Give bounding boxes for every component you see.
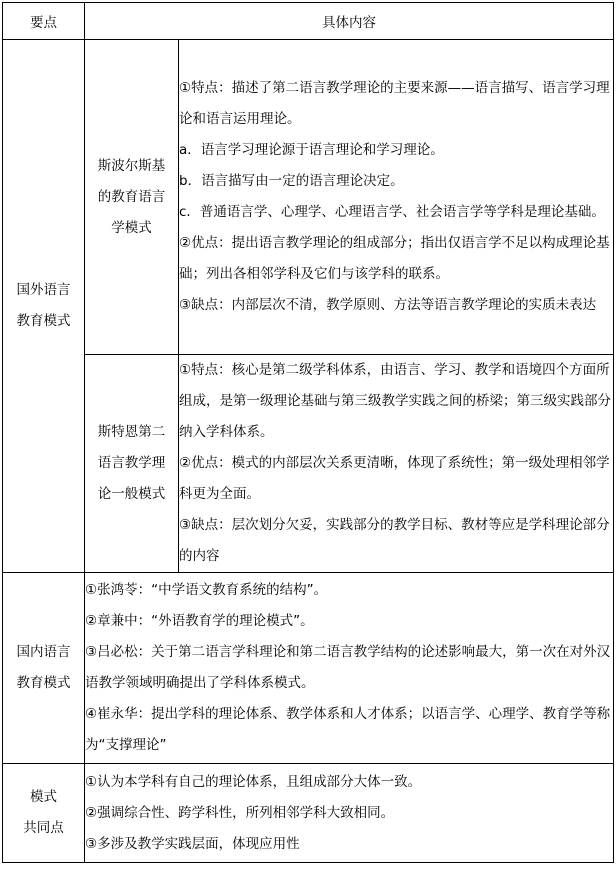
content-line: ④崔永华：提出学科的理论体系、教学体系和人才体系；以语言学、心理学、教育学等称为“支撑理论” xyxy=(85,706,611,753)
header-content: 具体内容 xyxy=(85,3,614,40)
header-key-point: 要点 xyxy=(3,3,85,40)
table-header-row xyxy=(3,3,614,40)
content-line: ②优点：模式的内部层次关系更清晰，体现了系统性；第一级处理相邻学科更为全面。 xyxy=(179,455,610,502)
content-line: ①认为本学科有自己的理论体系，且组成部分大体一致。 xyxy=(85,773,422,790)
content-line: ②章兼中：“外语教育学的理论模式”。 xyxy=(85,613,314,629)
table-row xyxy=(3,764,614,863)
domestic-model-content xyxy=(85,573,614,764)
content-line: ①张鸿苓：“中学语文教育系统的结构”。 xyxy=(85,582,328,598)
summary-table xyxy=(2,2,614,863)
content-line: b．语言描写由一定的语言理论决定。 xyxy=(179,173,404,189)
content-line: ①特点：描述了第二语言教学理论的主要来源——语言描写、语言学习理论和语言运用理论。 xyxy=(179,80,610,127)
content-line: a．语言学习理论源于语言理论和学习理论。 xyxy=(179,142,444,158)
stern-model-label: 斯特恩第二 语言教学理 论一般模式 xyxy=(85,355,179,573)
content-line: ③缺点：层次划分欠妥，实践部分的教学目标、教材等应是学科理论部分的内容 xyxy=(179,517,610,564)
common-points-content xyxy=(85,764,614,863)
common-points-label: 模式 共同点 xyxy=(3,764,85,863)
stern-model-content xyxy=(179,355,614,573)
content-line: ③吕必松：关于第二语言学科理论和第二语言教学结构的论述影响最大，第一次在对外汉语教学领域明确提出了学科体系模式。 xyxy=(85,644,611,691)
content-line: c．普通语言学、心理学、心理语言学、社会语言学等学科是理论基础。 xyxy=(179,204,605,220)
content-line: ②强调综合性、跨学科性，所列相邻学科大致相同。 xyxy=(85,804,395,821)
spolsky-model-content xyxy=(179,40,614,355)
content-line: ②优点：提出语言教学理论的组成部分；指出仅语言学不足以构成理论基础；列出各相邻学科及它们与该学科的联系。 xyxy=(179,235,610,282)
content-line: ③多涉及教学实践层面，体现应用性 xyxy=(85,835,300,852)
table-row xyxy=(3,40,614,355)
foreign-model-label: 国外语言 教育模式 xyxy=(3,40,85,573)
domestic-model-label: 国内语言 教育模式 xyxy=(3,573,85,764)
spolsky-model-label: 斯波尔斯基 的教育语言 学模式 xyxy=(85,40,179,355)
table-row xyxy=(3,355,614,573)
content-line: ①特点：核心是第二级学科体系，由语言、学习、教学和语境四个方面所组成，是第一级理论基础与第三级教学实践之间的桥梁；第三级实践部分纳入学科体系。 xyxy=(179,362,611,440)
content-line: ③缺点：内部层次不清，教学原则、方法等语言教学理论的实质未表达 xyxy=(179,297,597,313)
table-row xyxy=(3,573,614,764)
